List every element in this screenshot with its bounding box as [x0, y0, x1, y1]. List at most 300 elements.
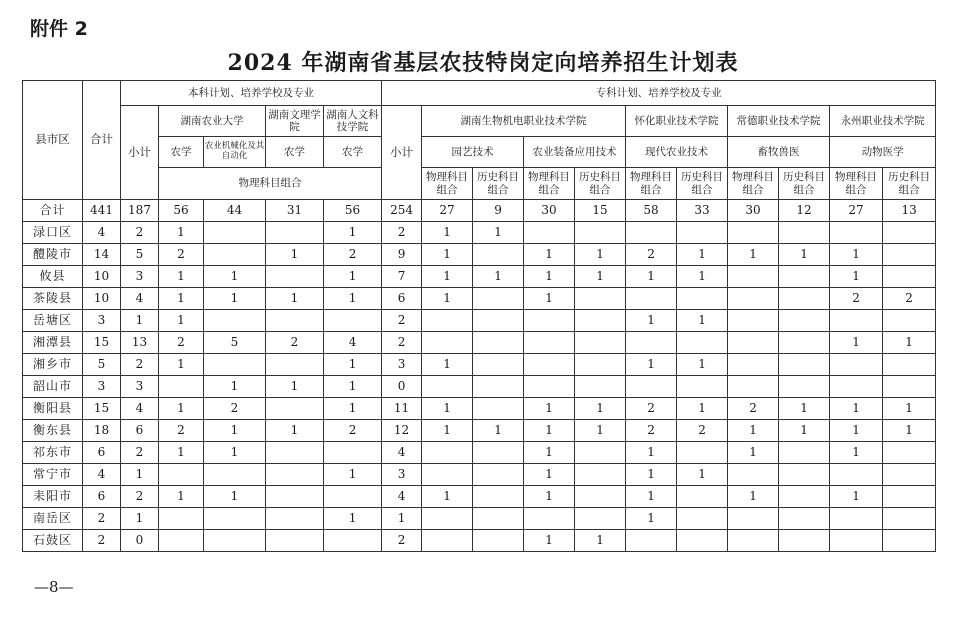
table-cell: 11 — [382, 398, 422, 420]
table-cell: 1 — [626, 354, 677, 376]
table-cell — [728, 266, 779, 288]
table-cell: 18 — [83, 420, 121, 442]
row-label-cell: 湘潭县 — [23, 332, 83, 354]
table-cell: 1 — [677, 310, 728, 332]
table-cell: 6 — [83, 486, 121, 508]
table-row-total — [23, 200, 936, 222]
table-cell — [830, 508, 883, 530]
table-cell — [677, 530, 728, 552]
table-cell: 13 — [883, 200, 936, 222]
table-cell: 1 — [159, 222, 204, 244]
table-cell: 2 — [626, 244, 677, 266]
table-cell — [779, 486, 830, 508]
table-cell — [422, 310, 473, 332]
table-cell — [575, 288, 626, 310]
table-cell — [266, 266, 324, 288]
header-history-combo: 历史科目组合 — [677, 168, 728, 200]
table-cell — [883, 222, 936, 244]
table-cell: 7 — [382, 266, 422, 288]
table-cell — [830, 530, 883, 552]
table-cell: 441 — [83, 200, 121, 222]
table-cell: 2 — [883, 288, 936, 310]
table-cell: 27 — [830, 200, 883, 222]
table-cell — [883, 354, 936, 376]
table-cell: 1 — [422, 288, 473, 310]
table-cell — [473, 508, 524, 530]
row-label-cell: 攸县 — [23, 266, 83, 288]
table-cell — [883, 530, 936, 552]
table-cell — [575, 376, 626, 398]
table-cell: 3 — [382, 354, 422, 376]
table-cell: 4 — [121, 288, 159, 310]
table-cell: 2 — [204, 398, 266, 420]
table-cell: 3 — [382, 464, 422, 486]
header-college-subtotal: 小计 — [382, 106, 422, 200]
table-cell: 1 — [626, 508, 677, 530]
table-cell: 2 — [83, 508, 121, 530]
table-cell: 15 — [575, 200, 626, 222]
table-cell — [422, 332, 473, 354]
row-label-cell: 渌口区 — [23, 222, 83, 244]
table-cell: 1 — [524, 244, 575, 266]
header-major-horticulture: 园艺技术 — [422, 137, 524, 168]
table-cell: 6 — [121, 420, 159, 442]
table-cell: 1 — [159, 354, 204, 376]
table-cell: 2 — [626, 398, 677, 420]
table-cell — [159, 530, 204, 552]
table-cell — [422, 508, 473, 530]
table-cell: 1 — [830, 332, 883, 354]
header-physics-combo: 物理科目组合 — [830, 168, 883, 200]
row-label-cell: 醴陵市 — [23, 244, 83, 266]
table-cell — [524, 332, 575, 354]
page-title: 2024 年湖南省基层农技特岗定向培养招生计划表 — [227, 50, 739, 76]
table-cell — [883, 508, 936, 530]
table-cell — [324, 310, 382, 332]
table-cell: 1 — [575, 266, 626, 288]
table-row — [23, 354, 936, 376]
attachment-label: 附件 2 — [30, 18, 88, 40]
table-cell: 58 — [626, 200, 677, 222]
table-row — [23, 530, 936, 552]
table-cell: 4 — [83, 464, 121, 486]
header-history-combo: 历史科目组合 — [575, 168, 626, 200]
table-cell — [626, 530, 677, 552]
table-cell: 1 — [422, 354, 473, 376]
table-cell: 1 — [422, 244, 473, 266]
table-cell: 1 — [324, 354, 382, 376]
table-cell: 1 — [575, 530, 626, 552]
table-cell — [883, 442, 936, 464]
table-cell: 2 — [121, 354, 159, 376]
table-cell: 10 — [83, 288, 121, 310]
header-physics-combo-bachelor: 物理科目组合 — [159, 168, 382, 200]
table-cell — [575, 354, 626, 376]
table-cell: 30 — [728, 200, 779, 222]
table-cell: 1 — [524, 398, 575, 420]
row-label-cell: 南岳区 — [23, 508, 83, 530]
header-bachelor-group: 本科计划、培养学校及专业 — [121, 81, 382, 106]
table-cell — [473, 332, 524, 354]
table-cell — [473, 354, 524, 376]
table-cell — [728, 508, 779, 530]
table-cell: 0 — [382, 376, 422, 398]
table-cell — [159, 464, 204, 486]
table-cell: 1 — [159, 398, 204, 420]
table-cell: 3 — [83, 310, 121, 332]
table-cell: 1 — [830, 420, 883, 442]
table-cell: 1 — [324, 464, 382, 486]
header-major-mechanization: 农业机械化及其自动化 — [204, 137, 266, 168]
table-cell — [473, 244, 524, 266]
table-cell — [524, 310, 575, 332]
table-cell — [779, 310, 830, 332]
table-cell — [626, 332, 677, 354]
header-physics-combo: 物理科目组合 — [626, 168, 677, 200]
table-row — [23, 486, 936, 508]
table-cell: 6 — [83, 442, 121, 464]
table-cell: 5 — [204, 332, 266, 354]
table-cell: 1 — [159, 288, 204, 310]
table-cell — [830, 464, 883, 486]
table-cell — [204, 354, 266, 376]
header-school-changde: 常德职业技术学院 — [728, 106, 830, 137]
table-cell — [677, 486, 728, 508]
table-cell: 1 — [626, 266, 677, 288]
table-cell — [728, 464, 779, 486]
table-cell — [575, 310, 626, 332]
table-cell — [324, 442, 382, 464]
table-cell: 9 — [382, 244, 422, 266]
table-cell: 5 — [121, 244, 159, 266]
table-cell: 1 — [728, 442, 779, 464]
table-cell — [204, 464, 266, 486]
table-cell: 15 — [83, 398, 121, 420]
table-cell: 4 — [83, 222, 121, 244]
table-cell: 1 — [266, 288, 324, 310]
table-cell — [677, 442, 728, 464]
table-cell: 1 — [728, 486, 779, 508]
header-history-combo: 历史科目组合 — [883, 168, 936, 200]
table-cell — [324, 486, 382, 508]
table-cell: 254 — [382, 200, 422, 222]
table-cell: 1 — [779, 244, 830, 266]
table-cell — [728, 354, 779, 376]
table-cell — [779, 332, 830, 354]
table-cell: 1 — [677, 354, 728, 376]
table-cell — [677, 508, 728, 530]
table-cell — [266, 222, 324, 244]
table-cell: 1 — [524, 442, 575, 464]
row-label-cell: 祁东市 — [23, 442, 83, 464]
table-cell: 1 — [121, 464, 159, 486]
header-school-hunan-agri-univ: 湖南农业大学 — [159, 106, 266, 137]
table-cell — [473, 398, 524, 420]
table-cell: 1 — [626, 464, 677, 486]
table-cell — [266, 486, 324, 508]
table-cell: 56 — [159, 200, 204, 222]
table-cell — [677, 332, 728, 354]
row-label-cell: 衡东县 — [23, 420, 83, 442]
table-cell — [779, 442, 830, 464]
table-cell: 1 — [266, 376, 324, 398]
table-cell: 4 — [324, 332, 382, 354]
table-cell — [728, 332, 779, 354]
header-major-agronomy-3: 农学 — [324, 137, 382, 168]
table-cell: 1 — [324, 288, 382, 310]
header-bachelor-subtotal: 小计 — [121, 106, 159, 200]
header-major-agri-equipment: 农业装备应用技术 — [524, 137, 626, 168]
table-cell — [830, 310, 883, 332]
table-cell: 1 — [422, 398, 473, 420]
table-cell: 1 — [204, 376, 266, 398]
table-cell: 3 — [83, 376, 121, 398]
header-physics-combo: 物理科目组合 — [524, 168, 575, 200]
table-cell: 1 — [830, 486, 883, 508]
table-cell: 1 — [324, 398, 382, 420]
table-cell — [422, 442, 473, 464]
table-row — [23, 420, 936, 442]
header-college-group: 专科计划、培养学校及专业 — [382, 81, 936, 106]
table-cell: 1 — [524, 288, 575, 310]
table-cell: 1 — [159, 266, 204, 288]
table-cell: 1 — [677, 398, 728, 420]
table-cell — [575, 332, 626, 354]
table-cell: 2 — [382, 310, 422, 332]
table-cell: 2 — [324, 420, 382, 442]
table-cell: 15 — [83, 332, 121, 354]
table-row — [23, 288, 936, 310]
table-cell: 1 — [422, 266, 473, 288]
table-cell: 2 — [121, 442, 159, 464]
table-cell — [883, 464, 936, 486]
table-cell — [266, 310, 324, 332]
row-label-cell: 湘乡市 — [23, 354, 83, 376]
table-cell: 1 — [677, 244, 728, 266]
table-cell: 1 — [524, 530, 575, 552]
table-row — [23, 398, 936, 420]
table-cell: 2 — [266, 332, 324, 354]
table-cell: 1 — [324, 266, 382, 288]
table-cell: 1 — [524, 486, 575, 508]
table-cell — [779, 464, 830, 486]
header-major-animal-medicine: 动物医学 — [830, 137, 936, 168]
table-cell — [728, 310, 779, 332]
table-cell — [473, 486, 524, 508]
table-cell: 31 — [266, 200, 324, 222]
table-cell: 1 — [883, 420, 936, 442]
table-cell: 1 — [159, 442, 204, 464]
table-cell: 5 — [83, 354, 121, 376]
enrollment-plan-table — [22, 80, 936, 552]
table-cell: 1 — [575, 398, 626, 420]
table-cell: 30 — [524, 200, 575, 222]
table-cell — [779, 376, 830, 398]
table-row — [23, 508, 936, 530]
table-cell: 13 — [121, 332, 159, 354]
table-cell: 1 — [830, 244, 883, 266]
header-history-combo: 历史科目组合 — [473, 168, 524, 200]
table-cell — [204, 310, 266, 332]
table-cell: 1 — [204, 288, 266, 310]
header-school-hunan-renwen: 湖南人文科技学院 — [324, 106, 382, 137]
table-cell: 1 — [473, 222, 524, 244]
table-cell — [779, 354, 830, 376]
table-cell: 4 — [382, 486, 422, 508]
table-cell — [575, 222, 626, 244]
row-label-cell: 常宁市 — [23, 464, 83, 486]
table-cell: 1 — [626, 310, 677, 332]
table-cell: 2 — [324, 244, 382, 266]
table-cell — [266, 398, 324, 420]
table-cell: 1 — [266, 420, 324, 442]
table-cell: 1 — [324, 376, 382, 398]
table-cell — [728, 376, 779, 398]
table-cell: 1 — [626, 486, 677, 508]
table-cell: 2 — [121, 222, 159, 244]
table-cell — [266, 464, 324, 486]
header-school-huaihua: 怀化职业技术学院 — [626, 106, 728, 137]
table-cell: 12 — [382, 420, 422, 442]
table-cell — [830, 222, 883, 244]
table-cell — [883, 310, 936, 332]
table-cell — [626, 376, 677, 398]
table-row — [23, 266, 936, 288]
row-label-cell: 茶陵县 — [23, 288, 83, 310]
table-cell: 2 — [83, 530, 121, 552]
table-cell: 1 — [677, 266, 728, 288]
table-cell — [473, 464, 524, 486]
table-cell — [266, 442, 324, 464]
table-cell: 10 — [83, 266, 121, 288]
table-cell — [883, 376, 936, 398]
table-cell — [266, 530, 324, 552]
table-cell: 187 — [121, 200, 159, 222]
table-cell: 44 — [204, 200, 266, 222]
table-cell: 56 — [324, 200, 382, 222]
table-cell — [883, 266, 936, 288]
table-cell — [779, 222, 830, 244]
table-cell: 1 — [779, 420, 830, 442]
table-cell: 14 — [83, 244, 121, 266]
table-cell: 1 — [382, 508, 422, 530]
table-cell: 2 — [728, 398, 779, 420]
table-cell — [204, 244, 266, 266]
table-cell — [159, 508, 204, 530]
header-physics-combo: 物理科目组合 — [422, 168, 473, 200]
table-cell: 1 — [266, 244, 324, 266]
table-cell: 1 — [575, 420, 626, 442]
table-cell: 1 — [324, 508, 382, 530]
table-cell — [883, 244, 936, 266]
header-school-yongzhou: 永州职业技术学院 — [830, 106, 936, 137]
page-number: —8— — [34, 578, 74, 596]
header-school-hunan-wenli: 湖南文理学院 — [266, 106, 324, 137]
table-cell: 2 — [159, 332, 204, 354]
table-row — [23, 464, 936, 486]
header-major-modern-agri: 现代农业技术 — [626, 137, 728, 168]
table-cell — [677, 288, 728, 310]
table-row — [23, 376, 936, 398]
row-label-cell: 石鼓区 — [23, 530, 83, 552]
header-total: 合计 — [83, 81, 121, 200]
table-cell: 1 — [204, 442, 266, 464]
table-cell — [473, 288, 524, 310]
table-cell: 1 — [422, 222, 473, 244]
table-cell: 6 — [382, 288, 422, 310]
table-row — [23, 222, 936, 244]
table-cell — [728, 222, 779, 244]
table-cell — [575, 464, 626, 486]
table-cell: 1 — [524, 464, 575, 486]
table-cell: 1 — [422, 420, 473, 442]
table-row — [23, 332, 936, 354]
table-cell: 2 — [159, 244, 204, 266]
table-cell — [524, 354, 575, 376]
table-cell — [524, 222, 575, 244]
header-school-hunan-bio-mech: 湖南生物机电职业技术学院 — [422, 106, 626, 137]
table-cell: 3 — [121, 376, 159, 398]
table-body — [23, 200, 936, 552]
table-cell: 2 — [677, 420, 728, 442]
table-cell — [779, 530, 830, 552]
table-cell: 1 — [677, 464, 728, 486]
table-cell: 1 — [779, 398, 830, 420]
table-cell — [830, 376, 883, 398]
table-cell — [473, 442, 524, 464]
header-major-agronomy-2: 农学 — [266, 137, 324, 168]
table-cell — [204, 530, 266, 552]
table-cell: 9 — [473, 200, 524, 222]
table-cell — [473, 530, 524, 552]
table-cell: 2 — [382, 222, 422, 244]
table-cell — [779, 508, 830, 530]
row-label-cell: 衡阳县 — [23, 398, 83, 420]
table-cell — [422, 464, 473, 486]
table-cell — [575, 442, 626, 464]
table-cell — [779, 266, 830, 288]
table-cell: 1 — [159, 486, 204, 508]
table-cell — [575, 486, 626, 508]
header-history-combo: 历史科目组合 — [779, 168, 830, 200]
table-cell — [830, 354, 883, 376]
row-label-cell: 岳塘区 — [23, 310, 83, 332]
table-cell — [422, 530, 473, 552]
table-cell: 1 — [883, 398, 936, 420]
table-cell: 1 — [324, 222, 382, 244]
table-cell: 1 — [728, 244, 779, 266]
table-cell — [324, 530, 382, 552]
table-cell: 1 — [728, 420, 779, 442]
table-cell — [159, 376, 204, 398]
table-cell: 2 — [121, 486, 159, 508]
table-cell: 1 — [204, 266, 266, 288]
table-cell: 2 — [626, 420, 677, 442]
table-cell: 1 — [473, 266, 524, 288]
table-row — [23, 310, 936, 332]
table-cell: 27 — [422, 200, 473, 222]
table-cell: 2 — [382, 332, 422, 354]
table-cell — [626, 288, 677, 310]
table-cell — [779, 288, 830, 310]
header-major-animal-husbandry: 畜牧兽医 — [728, 137, 830, 168]
table-cell: 1 — [883, 332, 936, 354]
table-cell: 4 — [121, 398, 159, 420]
table-cell — [422, 376, 473, 398]
row-label-cell: 耒阳市 — [23, 486, 83, 508]
table-cell: 2 — [382, 530, 422, 552]
table-cell: 2 — [159, 420, 204, 442]
